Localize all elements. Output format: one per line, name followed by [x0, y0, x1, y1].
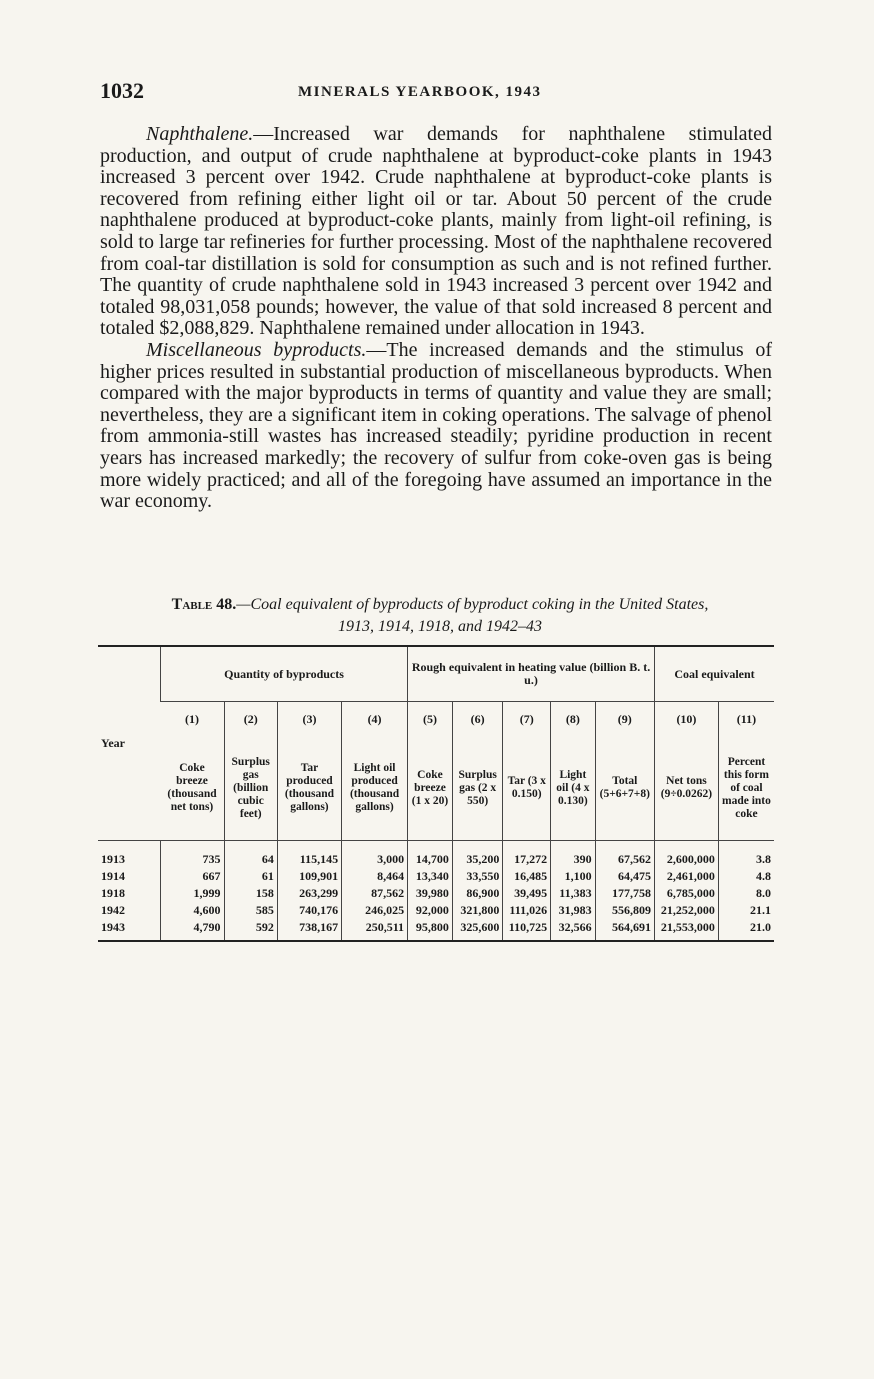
table-cell: 4,600 — [161, 902, 225, 919]
column-number-8: (8) — [551, 702, 596, 737]
table-cell: 32,566 — [551, 919, 596, 941]
table-row — [98, 919, 774, 941]
table-cell: 8.0 — [718, 885, 774, 902]
table-cell: 87,562 — [342, 885, 408, 902]
column-header-8: Light oil (4 x 0.130) — [551, 736, 596, 841]
column-header-6: Surplus gas (2 x 550) — [452, 736, 503, 841]
row-year: 1918 — [101, 886, 125, 900]
table-cell: 14,700 — [408, 841, 453, 869]
table-cell: 585 — [224, 902, 277, 919]
table-cell: 35,200 — [452, 841, 503, 869]
row-year: 1914 — [101, 869, 125, 883]
table-cell: 39,980 — [408, 885, 453, 902]
table-cell: 4.8 — [718, 868, 774, 885]
table-cell: 64,475 — [595, 868, 654, 885]
table-cell: 115,145 — [277, 841, 341, 869]
row-year: 1913 — [101, 852, 125, 866]
table-cell: 33,550 — [452, 868, 503, 885]
table-cell: 110,725 — [503, 919, 551, 941]
table-cell: 13,340 — [408, 868, 453, 885]
table-cell: 92,000 — [408, 902, 453, 919]
table-cell: 738,167 — [277, 919, 341, 941]
paragraph-text: —Increased war demands for naphthalene stimulated production, and output of crude naphthalene at byproduct-coke plants in 1943 increased 3 percent over 1942. Crude naphthalene at byproduct-coke plants is recovered from refining either light oil or tar. About 50 percent of the crude naphthalene produced at byproduct-coke plants, mainly from light-oil refining, is sold to large tar refineries for further processing. Most of the naphthalene recovered from coal-tar distillation is sold for consumption as such and is not refined further. The quantity of crude naphthalene sold in 1943 increased 3 percent over 1942 and totaled 98,031,058 pounds; however, the value of that sold increased 8 percent and totaled $2,088,829. Naphthalene remained under allocation in 1943. — [100, 123, 772, 340]
page-number: 1032 — [100, 78, 144, 103]
table-cell: 21,553,000 — [654, 919, 718, 941]
table-cell: 6,785,000 — [654, 885, 718, 902]
column-number-5: (5) — [408, 702, 453, 737]
group-header-quantity: Quantity of byproducts — [161, 646, 408, 702]
table-cell: 3.8 — [718, 841, 774, 869]
row-year: 1943 — [98, 919, 161, 941]
table-cell: 177,758 — [595, 885, 654, 902]
body-text — [100, 124, 772, 513]
table-cell: 39,495 — [503, 885, 551, 902]
column-header-10: Net tons (9÷0.0262) — [654, 736, 718, 841]
table-cell: 95,800 — [408, 919, 453, 941]
table-cell: 158 — [224, 885, 277, 902]
year-column-header: Year — [98, 646, 161, 841]
column-header-11: Percent this form of coal made into coke — [718, 736, 774, 841]
table-cell: 390 — [551, 841, 596, 869]
row-year: 1942 — [101, 903, 125, 917]
table-cell: 11,383 — [551, 885, 596, 902]
column-number-1: (1) — [185, 711, 200, 726]
running-title: MINERALS YEARBOOK, 1943 — [298, 84, 542, 100]
table-cell: 667 — [161, 868, 225, 885]
table-cell: 16,485 — [503, 868, 551, 885]
table-cell: 2,461,000 — [654, 868, 718, 885]
table-cell: 4,790 — [161, 919, 225, 941]
paragraph-miscellaneous — [100, 340, 772, 513]
group-header-coal-equivalent: Coal equivalent — [654, 646, 774, 702]
running-head — [100, 78, 772, 106]
table-cell: 325,600 — [452, 919, 503, 941]
column-header-1: Coke breeze (thousand net tons) — [161, 736, 225, 841]
column-number-6: (6) — [452, 702, 503, 737]
paragraph-heading: Naphthalene. — [146, 123, 254, 145]
column-header-9: Total (5+6+7+8) — [595, 736, 654, 841]
paragraph-text: —The increased demands and the stimulus of higher prices resulted in substantial production of miscellaneous byproducts. When compared with the major byproducts in terms of quantity and value they are small; nevertheless, they are a significant item in coking operations. The salvage of phenol from ammonia-still wastes has increased steadily; pyridine production in recent years has increased markedly; the recovery of sulfur from coke-oven gas is being more widely practiced; and all of the foregoing have assumed an importance in the war economy. — [100, 338, 772, 513]
table-cell: 556,809 — [595, 902, 654, 919]
table-cell: 21.1 — [718, 902, 774, 919]
paragraph-naphthalene — [100, 124, 772, 340]
column-number-2: (2) — [224, 702, 277, 737]
table-cell: 1,999 — [161, 885, 225, 902]
column-header-4: Light oil produced (thousand gallons) — [342, 736, 408, 841]
table-caption-line1: —Coal equivalent of byproducts of byproduct coking in the United States, — [236, 596, 709, 613]
coal-equivalent-table — [98, 645, 774, 942]
table-cell: 735 — [161, 841, 225, 869]
table-row — [98, 868, 774, 885]
table-label: Table 48. — [171, 596, 237, 613]
table-cell: 8,464 — [342, 868, 408, 885]
table-cell: 263,299 — [277, 885, 341, 902]
column-number-4: (4) — [342, 702, 408, 737]
table-cell: 21,252,000 — [654, 902, 718, 919]
table-cell: 246,025 — [342, 902, 408, 919]
table-cell: 21.0 — [718, 919, 774, 941]
column-number-9: (9) — [595, 702, 654, 737]
table-cell: 250,511 — [342, 919, 408, 941]
table-cell: 321,800 — [452, 902, 503, 919]
table-cell: 17,272 — [503, 841, 551, 869]
table-row — [98, 902, 774, 919]
column-number-7: (7) — [503, 702, 551, 737]
column-number-11: (11) — [718, 702, 774, 737]
table-cell: 592 — [224, 919, 277, 941]
column-header-2: Surplus gas (billion cubic feet) — [224, 736, 277, 841]
column-number-10: (10) — [654, 702, 718, 737]
table-cell: 740,176 — [277, 902, 341, 919]
table-cell: 111,026 — [503, 902, 551, 919]
table-cell: 67,562 — [595, 841, 654, 869]
table-row — [98, 841, 774, 869]
table-caption-line2: 1913, 1914, 1918, and 1942–43 — [338, 618, 542, 635]
table-caption — [100, 594, 780, 638]
table-cell: 31,983 — [551, 902, 596, 919]
group-header-heating-value: Rough equivalent in heating value (billion B. t. u.) — [408, 646, 655, 702]
column-number-3: (3) — [277, 702, 341, 737]
table-cell: 109,901 — [277, 868, 341, 885]
table-cell: 3,000 — [342, 841, 408, 869]
table-cell: 564,691 — [595, 919, 654, 941]
table-cell: 2,600,000 — [654, 841, 718, 869]
table-cell: 64 — [224, 841, 277, 869]
column-header-3: Tar produced (thousand gallons) — [277, 736, 341, 841]
table-cell: 1,100 — [551, 868, 596, 885]
table-cell: 86,900 — [452, 885, 503, 902]
table-row — [98, 885, 774, 902]
paragraph-heading: Miscellaneous byproducts. — [146, 338, 367, 361]
table-cell: 61 — [224, 868, 277, 885]
column-header-5: Coke breeze (1 x 20) — [408, 736, 453, 841]
column-header-7: Tar (3 x 0.150) — [503, 736, 551, 841]
